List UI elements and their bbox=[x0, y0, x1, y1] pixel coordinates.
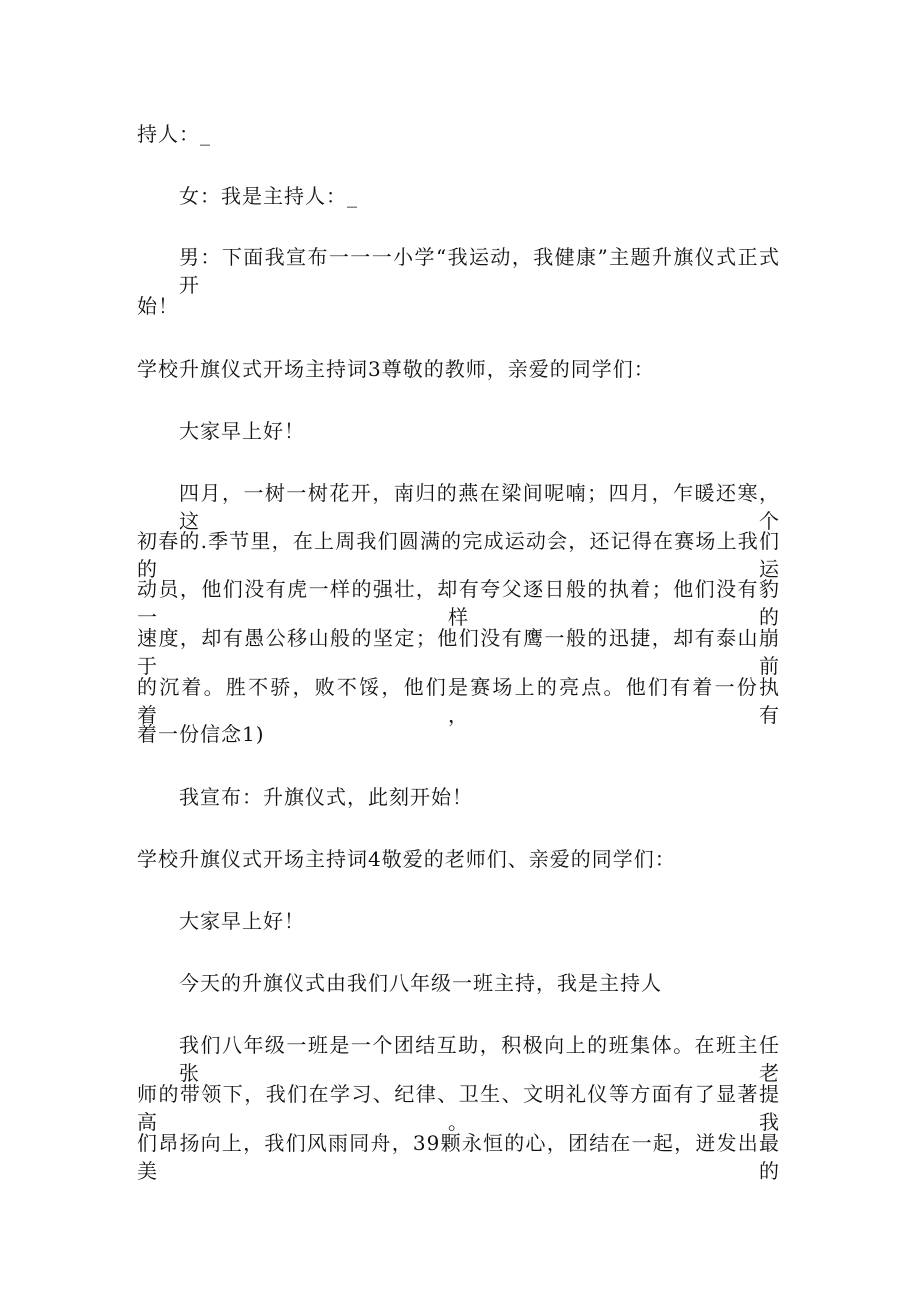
paragraph-line-2: 初春的.季节里，在上周我们圆满的完成运动会，还记得在赛场上我们的运 bbox=[137, 529, 780, 581]
paragraph2-line-2: 师的带领下，我们在学习、纪律、卫生、文明礼仪等方面有了显著提高。我 bbox=[137, 1082, 780, 1134]
paragraph-line-5: 的沉着。胜不骄，败不馁，他们是赛场上的亮点。他们有着一份执着，有 bbox=[137, 675, 780, 727]
section-heading-3: 学校升旗仪式开场主持词3尊敬的教师，亲爱的同学们： bbox=[137, 357, 655, 381]
text-line-male-host: 男：下面我宣布一一一小学“我运动，我健康”主题升旗仪式正式开 bbox=[179, 245, 780, 297]
text-line-start: 始！ bbox=[137, 294, 179, 318]
text-line-today: 今天的升旗仪式由我们八年级一班主持，我是主持人 bbox=[179, 971, 662, 995]
text-line-female-host: 女：我是主持人：_ bbox=[179, 184, 358, 208]
text-line-greeting-2: 大家早上好！ bbox=[179, 909, 305, 933]
paragraph-line-3: 动员，他们没有虎一样的强壮，却有夸父逐日般的执着；他们没有豹一样的 bbox=[137, 577, 780, 629]
section-heading-4: 学校升旗仪式开场主持词4敬爱的老师们、亲爱的同学们： bbox=[137, 847, 676, 871]
paragraph2-line-3: 们昂扬向上，我们风雨同舟，39颗永恒的心，团结在一起，迸发出最美的 bbox=[137, 1131, 780, 1183]
paragraph-line-1: 四月，一树一树花开，南归的燕在梁间呢喃；四月，乍暖还寒，这个 bbox=[179, 481, 780, 533]
text-line-host-cont: 持人：_ bbox=[137, 122, 211, 146]
paragraph2-line-1: 我们八年级一班是一个团结互助，积极向上的班集体。在班主任张老 bbox=[179, 1033, 780, 1085]
text-line-greeting-1: 大家早上好！ bbox=[179, 419, 305, 443]
paragraph-line-4: 速度，却有愚公移山般的坚定；他们没有鹰一般的迅捷，却有泰山崩于前 bbox=[137, 626, 780, 678]
paragraph-line-6: 着一份信念1) bbox=[137, 722, 265, 746]
text-line-announce: 我宣布：升旗仪式，此刻开始！ bbox=[179, 785, 473, 809]
